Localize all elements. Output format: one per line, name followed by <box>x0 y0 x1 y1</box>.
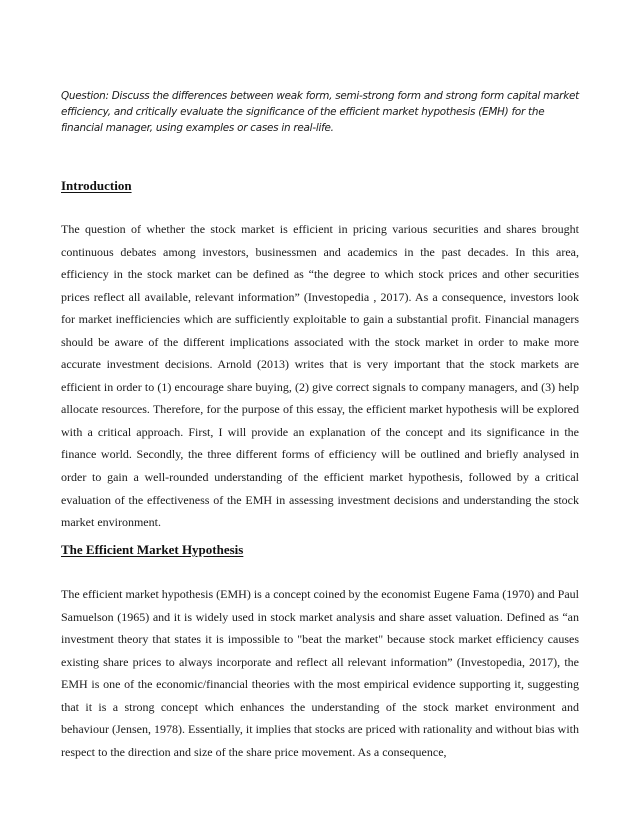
emh-paragraph: The efficient market hypothesis (EMH) is a concept coined by the economist Eugene Fama (1970) and Paul Samuelson (1965) and it is widely used in stock market analysis and share asset valuation. Defined as “an investment theory that states it is impossible to "beat the market" because stock market efficiency causes existing share prices to always incorporate and reflect all relevant information” (Investopedia, 2017), the EMH is one of the economic/financial theories with the most empirical evidence supporting it, suggesting that it is a strong concept which enhances the understanding of the stock market environment and behaviour (Jensen, 1978). Essentially, it implies that stocks are priced with rationality and without bias with respect to the direction and size of the share price movement. As a consequence, <box>61 587 579 759</box>
introduction-paragraph: The question of whether the stock market is efficient in pricing various securities and shares brought continuous debates among investors, businessmen and academics in the past decades. In this area, efficiency in the stock market can be defined as “the degree to which stock prices and other securities prices reflect all available, relevant information” (Investopedia , 2017). As a consequence, investors look for market inefficiencies which are sufficiently exploitable to gain a substantial profit. Financial managers should be aware of the different implications associated with the stock market in order to make more accurate investment decisions. Arnold (2013) writes that is very important that the stock markets are efficient in order to (1) encourage share buying, (2) give correct signals to company managers, and (3) help allocate resources. Therefore, for the purpose of this essay, the efficient market hypothesis will be explored with a critical approach. First, I will provide an explanation of the concept and its significance in the finance world. Secondly, the three different forms of efficiency will be outlined and briefly analysed in order to gain a well-rounded understanding of the efficient market hypothesis, followed by a critical evaluation of the effectiveness of the EMH in assessing investment decisions and understanding the stock market environment. <box>61 222 579 530</box>
introduction-heading: Introduction <box>61 178 132 193</box>
essay-question: Question: Discuss the differences between weak form, semi-strong form and strong form capital market efficiency, and critically evaluate the significance of the efficient market hypothesis (EMH) for the financial manager, using examples or cases in real-life. <box>61 90 579 134</box>
emh-heading: The Efficient Market Hypothesis <box>61 542 244 557</box>
